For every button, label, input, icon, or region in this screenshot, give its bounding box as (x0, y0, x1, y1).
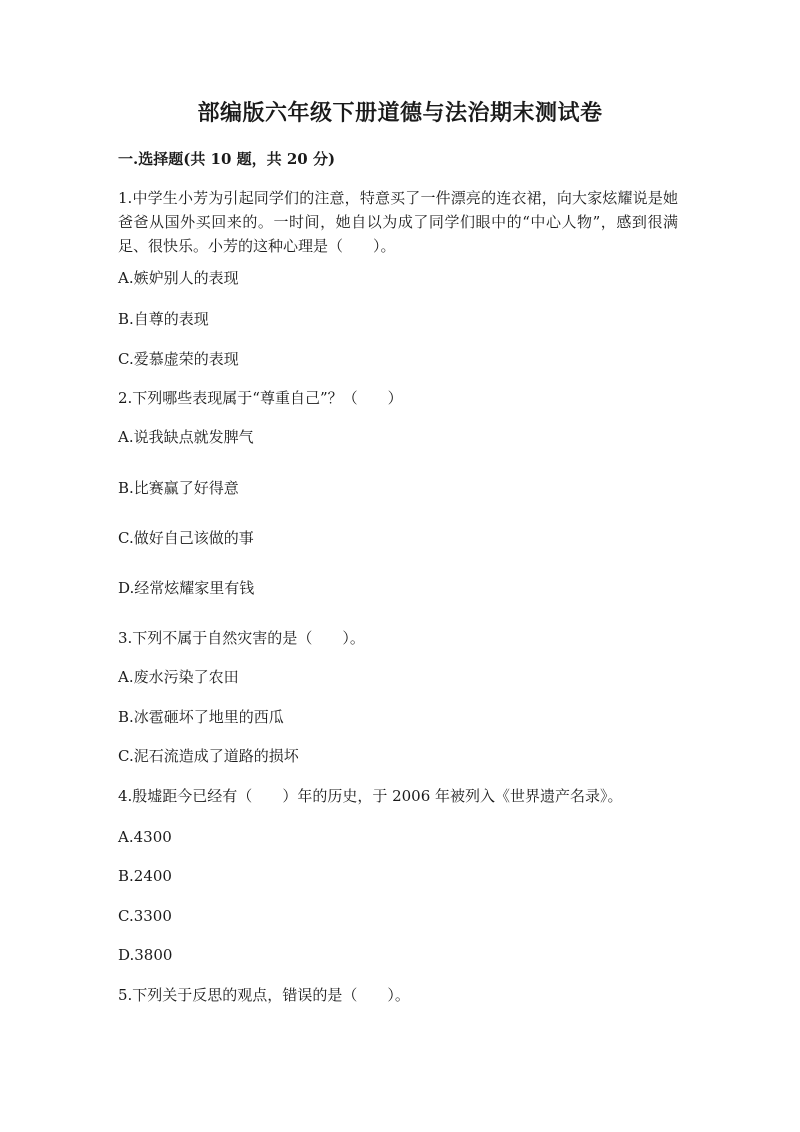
q2-option-c: C.做好自己该做的事 (118, 529, 254, 547)
q3-option-a: A.废水污染了农田 (118, 668, 239, 686)
q4-option-c: C.3300 (118, 907, 172, 925)
q4-option-b: B.2400 (118, 867, 172, 885)
question-5-stem: 5.下列关于反思的观点，错误的是（ ）。 (118, 986, 410, 1004)
question-4-stem: 4.殷墟距今已经有（ ）年的历史，于 2006 年被列入《世界遗产名录》。 (118, 787, 623, 805)
q2-option-b: B.比赛赢了好得意 (118, 479, 239, 497)
question-3-stem: 3.下列不属于自然灾害的是（ ）。 (118, 629, 365, 647)
q1-option-a: A.嫉妒别人的表现 (118, 269, 239, 287)
q2-option-a: A.说我缺点就发脾气 (118, 428, 254, 446)
question-2-stem: 2.下列哪些表现属于“尊重自己”？（ ） (118, 389, 403, 407)
page-title: 部编版六年级下册道德与法治期末测试卷 (197, 100, 603, 126)
q3-option-c: C.泥石流造成了道路的损坏 (118, 747, 299, 765)
q2-option-d: D.经常炫耀家里有钱 (118, 579, 255, 597)
q1-option-b: B.自尊的表现 (118, 310, 209, 328)
q4-option-a: A.4300 (118, 828, 172, 846)
q1-option-c: C.爱慕虚荣的表现 (118, 350, 239, 368)
question-1-stem: 1.中学生小芳为引起同学们的注意，特意买了一件漂亮的连衣裙，向大家炫耀说是她爸爸从国外买回来的。一时间，她自以为成了同学们眼中的“中心人物”，感到很满足、很快乐。小芳的这种心理是（ ）。 (118, 189, 678, 255)
q4-option-d: D.3800 (118, 946, 173, 964)
q3-option-b: B.冰雹砸坏了地里的西瓜 (118, 708, 284, 726)
section-heading: 一.选择题(共 10 题，共 20 分) (118, 150, 336, 168)
